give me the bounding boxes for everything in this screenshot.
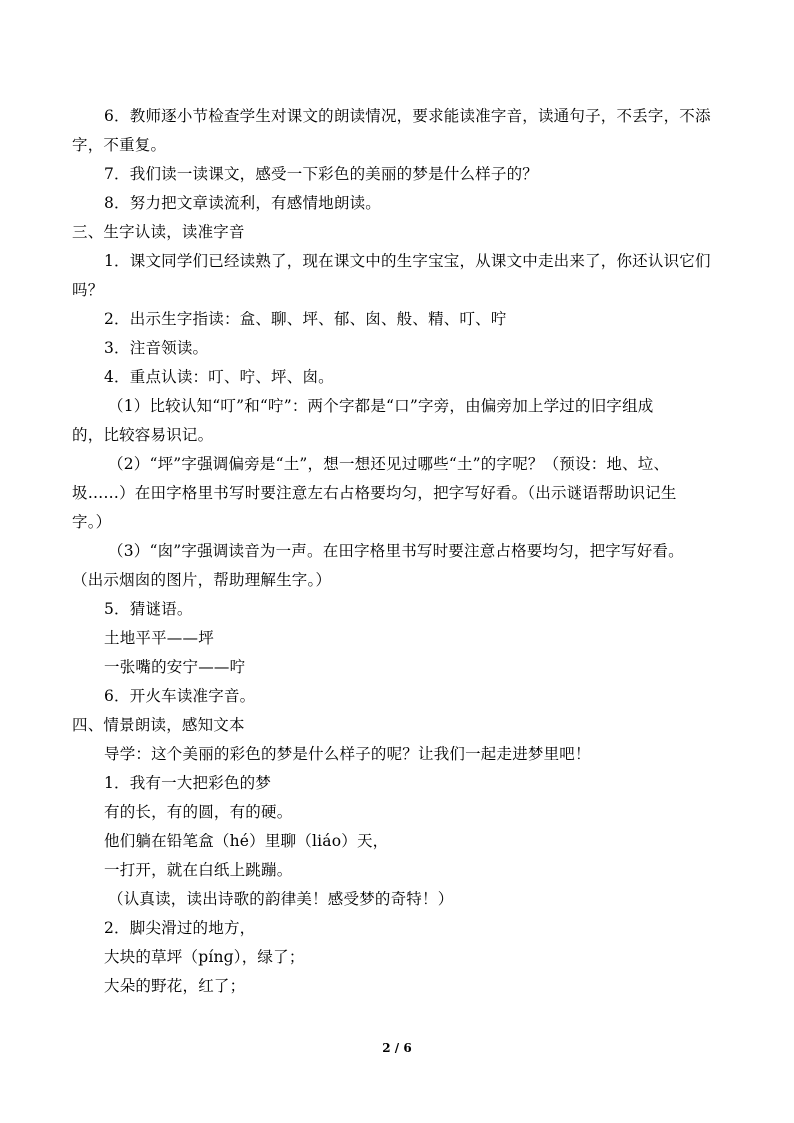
text-line: 6．开火车读准字音。 (104, 687, 256, 705)
text-line: 土地平平——坪 (104, 629, 214, 647)
text-line: 大朵的野花，红了； (104, 977, 246, 995)
text-line: 的，比较容易识记。 (72, 426, 214, 444)
text-line: 2．脚尖滑过的地方， (104, 919, 256, 937)
text-line: 7．我们读一读课文，感受一下彩色的美丽的梦是什么样子的？ (104, 165, 538, 183)
text-line: 字，不重复。 (72, 136, 167, 154)
text-line: 一张嘴的安宁——咛 (104, 658, 246, 676)
text-line: 有的长，有的圆，有的硬。 (104, 803, 293, 821)
text-line: 字。） (72, 513, 112, 531)
text-line: 8．努力把文章读流利，有感情地朗读。 (104, 194, 381, 212)
text-line: 5．猜谜语。 (104, 600, 193, 618)
section-heading: 四、情景朗读，感知文本 (72, 716, 245, 734)
text-line: （3）“囱”字强调读音为一声。在田字格里书写时要注意占格要均匀，把字写好看。 (108, 542, 684, 560)
text-line: 导学：这个美丽的彩色的梦是什么样子的呢？让我们一起走进梦里吧！ (104, 745, 591, 763)
text-line: 他们躺在铅笔盒（hé）里聊（liáo）天， (104, 832, 389, 850)
text-line: 一打开，就在白纸上跳蹦。 (104, 861, 293, 879)
text-line: 1．我有一大把彩色的梦 (104, 774, 272, 792)
text-line: 4．重点认读：叮、咛、坪、囱。 (104, 368, 334, 386)
text-line: 圾……）在田字格里书写时要注意左右占格要均匀，把字写好看。（出示谜语帮助识记生 (72, 484, 677, 502)
text-line: 6．教师逐小节检查学生对课文的朗读情况，要求能读准字音，读通句子，不丢字，不添 (104, 107, 711, 125)
text-line: 吗？ (72, 281, 104, 299)
section-heading: 三、生字认读，读准字音 (72, 223, 245, 241)
text-line: 2．出示生字指读：盒、聊、坪、郁、囱、般、精、叮、咛 (104, 310, 507, 328)
text-line: （2）“坪”字强调偏旁是“土”，想一想还见过哪些“土”的字呢？（预设：地、垃、 (108, 455, 670, 473)
page-number: 2 / 6 (382, 1041, 412, 1055)
text-line: （认真读，读出诗歌的韵律美！感受梦的奇特！） (108, 890, 454, 908)
text-line: 大块的草坪（pínɡ），绿了； (104, 948, 305, 966)
text-line: （1）比较认知“叮”和“咛”：两个字都是“口”字旁，由偏旁加上学过的旧字组成 (108, 397, 654, 415)
text-line: 1．课文同学们已经读熟了，现在课文中的生字宝宝，从课文中走出来了，你还认识它们 (104, 252, 711, 270)
text-line: 3．注音领读。 (104, 339, 209, 357)
text-line: （出示烟囱的图片，帮助理解生字。） (72, 571, 332, 589)
